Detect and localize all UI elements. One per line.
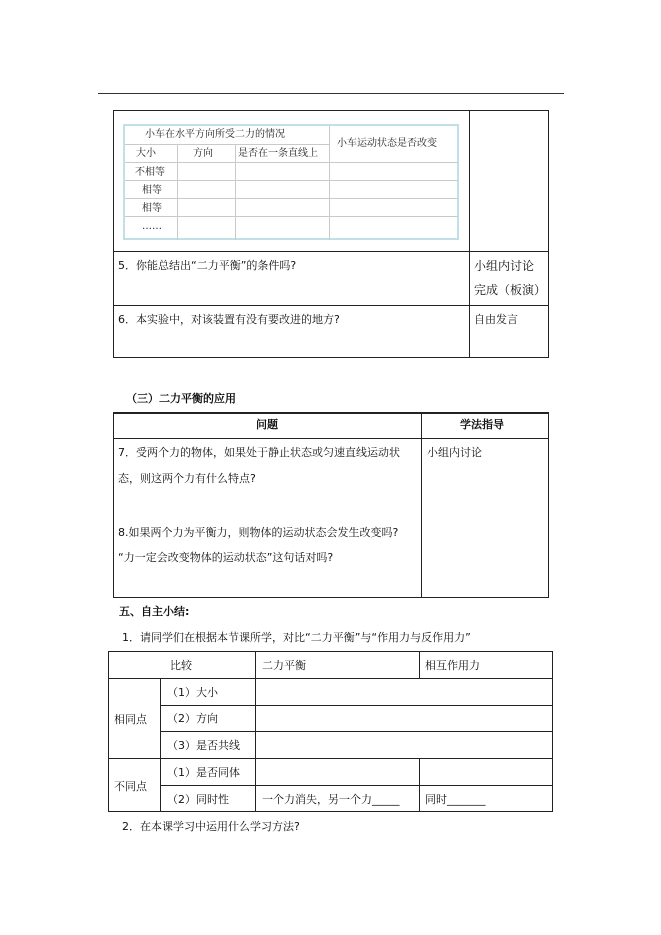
question-5-note: 完成（板演） [474,283,547,297]
fill-blank-interaction: 同时_______ [425,793,486,806]
row-label: 相等 [142,203,162,214]
col-balanced-forces: 二力平衡 [262,659,306,672]
question-5: 5．你能总结出“二力平衡”的条件吗? [118,259,297,272]
header-rule [98,93,564,94]
col-learning-guide: 学法指导 [460,418,504,431]
row-label: （2）同时性 [167,793,229,806]
row-group-similarities: 相同点 [114,713,147,726]
row-group-differences: 不同点 [114,780,147,793]
col-compare: 比较 [170,659,192,672]
force-condition-table [123,124,459,240]
question-6: 6．本实验中，对该装置有没有要改进的地方? [118,313,340,326]
section-title: 五、自主小结: [119,605,190,618]
guide-text: 小组内讨论 [427,446,482,459]
question-8: “力一定会改变物体的运动状态”这句话对吗? [118,551,334,564]
header-force-condition: 小车在水平方向所受二力的情况 [145,129,285,140]
comparison-table [108,651,553,812]
row-label: （1）是否同体 [167,766,240,779]
section-title: （三）二力平衡的应用 [126,392,236,405]
col-same-line: 是否在一条直线上 [238,148,318,159]
row-label: …… [142,221,162,232]
question-6-note: 自由发言 [474,313,518,326]
row-label: 相等 [142,185,162,196]
row-label: （2）方向 [167,712,218,725]
question-5-note: 小组内讨论 [474,259,535,273]
question-8: 8.如果两个力为平衡力，则物体的运动状态会发生改变吗? [118,526,399,539]
summary-question-2: 2．在本课学习中运用什么学习方法? [122,820,300,833]
col-direction: 方向 [193,148,213,159]
col-size: 大小 [136,148,156,159]
col-interaction-forces: 相互作用力 [425,659,480,672]
row-label: （3）是否共线 [167,739,240,752]
row-label: （1）大小 [167,686,218,699]
row-label: 不相等 [135,167,165,178]
application-table [113,412,549,598]
col-question: 问题 [256,418,278,431]
header-motion-state: 小车运动状态是否改变 [337,138,437,149]
summary-question-1: 1．请同学们在根据本节课所学，对比“二力平衡”与“作用力与反作用力” [122,631,471,644]
question-7: 7．受两个力的物体，如果处于静止状态或匀速直线运动状 [118,446,400,459]
question-7: 态，则这两个力有什么特点? [118,472,256,485]
fill-blank-balance: 一个力消失，另一个力_____ [262,793,400,806]
